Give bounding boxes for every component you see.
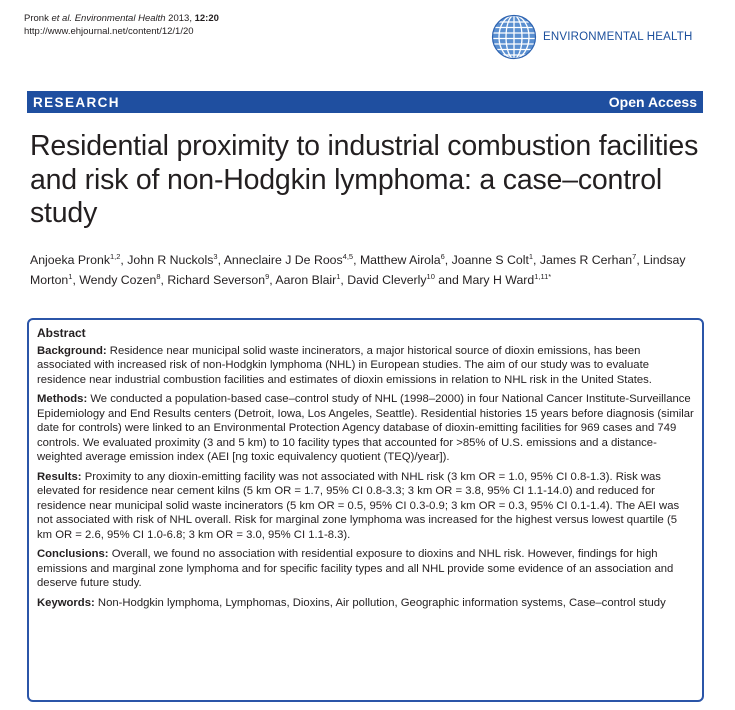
author-name[interactable]: Anneclaire J De Roos xyxy=(223,253,343,267)
author-affiliation: 1 xyxy=(336,272,341,281)
citation-line xyxy=(24,13,219,26)
abstract-section-text: Proximity to any dioxin-emitting facility was not associated with NHL risk (3 km OR = 1.0, 95% CI 0.8-1.3). Risk was elevated for residence near cement kilns (5 km OR = 1.7, 95% CI 0.8-3.3; 3 km OR = 3.8, 95% CI 1.1-14.0) and reduced for residence near municipal solid waste incinerators (5 km OR = 0.5, 95% CI 0.3-0.9; 3 km OR = 0.3, 95% CI 0.1-1.4). The AEI was not associated with risk of NHL overall. Risk for marginal zone lymphoma was increased for the highest versus lowest quartile (5 km OR = 2.6, 95% CI 1.0-6.8; 3 km OR = 3.0, 95% CI 1.1-8.3). xyxy=(37,470,680,541)
author-name[interactable]: Aaron Blair xyxy=(275,273,337,287)
author-separator: , xyxy=(72,273,80,287)
article-type-label: RESEARCH xyxy=(33,94,120,110)
abstract-section-label: Conclusions: xyxy=(37,548,109,560)
journal-logo-text: ENVIRONMENTAL HEALTH xyxy=(543,31,693,43)
author-separator: , xyxy=(269,273,276,287)
citation-journal: Environmental Health xyxy=(74,13,166,24)
abstract-section-text: We conducted a population-based case–control study of NHL (1998–2000) in four National Cancer Institute-Surveillance Epidemiology and End Results centers (Detroit, Iowa, Los Angeles, Seattle). Residential histories 15 years before diagnosis (similar date for controls) were linked to an Environmental Protection Agency database of dioxin-emitting facilities for 969 cases and 749 controls. We evaluated proximity (3 and 5 km) to 10 facility types that accounted for >85% of U.S. emissions and a distance-weighted average emission index (AEI [ng toxic equivalency quotient (TEQ)/year]). xyxy=(37,393,694,463)
abstract-section-label: Results: xyxy=(37,470,82,483)
author-separator: , xyxy=(120,253,128,267)
journal-logo[interactable] xyxy=(491,14,692,60)
author-affiliation: 4,5 xyxy=(342,252,354,261)
author-name[interactable]: Wendy Cozen xyxy=(79,273,157,287)
citation-volume: 12:20 xyxy=(194,13,219,24)
author-separator: , xyxy=(444,253,452,267)
author-name[interactable]: Lindsay Morton xyxy=(30,253,686,287)
open-access-label: Open Access xyxy=(608,94,697,110)
abstract-section-text: Non-Hodgkin lymphoma, Lymphomas, Dioxins, Air pollution, Geographic information systems, Case–control study xyxy=(94,596,666,609)
citation-url[interactable]: http://www.ehjournal.net/content/12/1/20 xyxy=(24,25,194,37)
author-affiliation: 3 xyxy=(213,252,218,261)
abstract-section xyxy=(37,596,694,611)
abstract-sections xyxy=(37,344,694,611)
author-name[interactable]: James R Cerhan xyxy=(539,253,633,267)
abstract-section xyxy=(37,470,694,543)
author-name[interactable]: Richard Severson xyxy=(167,273,266,287)
author-affiliation: 1,11* xyxy=(534,272,552,281)
author-affiliation: 6 xyxy=(440,252,445,261)
author-name[interactable]: John R Nuckols xyxy=(127,253,214,267)
article-title: Residential proximity to industrial combustion facilities and risk of non-Hodgkin lymphoma: a case–control study xyxy=(30,130,699,229)
abstract-section xyxy=(37,344,694,388)
citation-header xyxy=(24,13,219,38)
globe-icon xyxy=(491,14,537,60)
author-name[interactable]: Joanne S Colt xyxy=(451,253,529,267)
author-affiliation: 10 xyxy=(426,272,435,281)
author-separator: , xyxy=(160,273,168,287)
abstract-section-label: Keywords: xyxy=(37,596,95,609)
citation-year: 2013, xyxy=(165,13,195,24)
author-separator: , xyxy=(217,253,224,267)
author-affiliation: 7 xyxy=(632,252,637,261)
author-name[interactable]: David Cleverly xyxy=(347,273,427,287)
author-affiliation: 9 xyxy=(265,272,270,281)
abstract-section-text: Overall, we found no association with residential exposure to dioxins and NHL risk. However, findings for high emissions and marginal zone lymphoma and for specific facility types and all NHL provide some evidence of an association and deserve future study. xyxy=(37,548,674,589)
author-affiliation: 1 xyxy=(68,272,73,281)
author-affiliation: 1,2 xyxy=(109,252,121,261)
abstract-section-label: Methods: xyxy=(37,393,88,405)
abstract-box xyxy=(27,318,704,702)
abstract-section xyxy=(37,547,694,591)
author-affiliation: 1 xyxy=(528,252,534,261)
article-type-banner xyxy=(27,91,703,113)
abstract-section-label: Background: xyxy=(37,344,107,357)
author-separator: , xyxy=(340,273,348,287)
abstract-section xyxy=(37,392,694,465)
author-list xyxy=(30,250,710,290)
citation-et-al: et al. xyxy=(48,13,73,24)
author-affiliation: 8 xyxy=(156,272,161,281)
author-separator: , xyxy=(533,253,540,267)
abstract-heading: Abstract xyxy=(37,326,86,340)
author-name[interactable]: Matthew Airola xyxy=(359,253,441,267)
author-name[interactable]: Mary H Ward xyxy=(462,273,535,287)
abstract-section-text: Residence near municipal solid waste incinerators, a major historical source of dioxin emissions, has been associated with increased risk of non-Hodgkin lymphoma (NHL) in European studies. The aim of our study was to evaluate residence near industrial combustion facilities and estimates of dioxin emissions in relation to NHL risk in the United States. xyxy=(37,344,652,386)
author-separator: , xyxy=(353,253,360,267)
citation-authors: Pronk xyxy=(24,13,49,24)
author-separator: and xyxy=(434,273,463,287)
author-separator: , xyxy=(636,253,644,267)
author-name[interactable]: Anjoeka Pronk xyxy=(30,253,110,267)
